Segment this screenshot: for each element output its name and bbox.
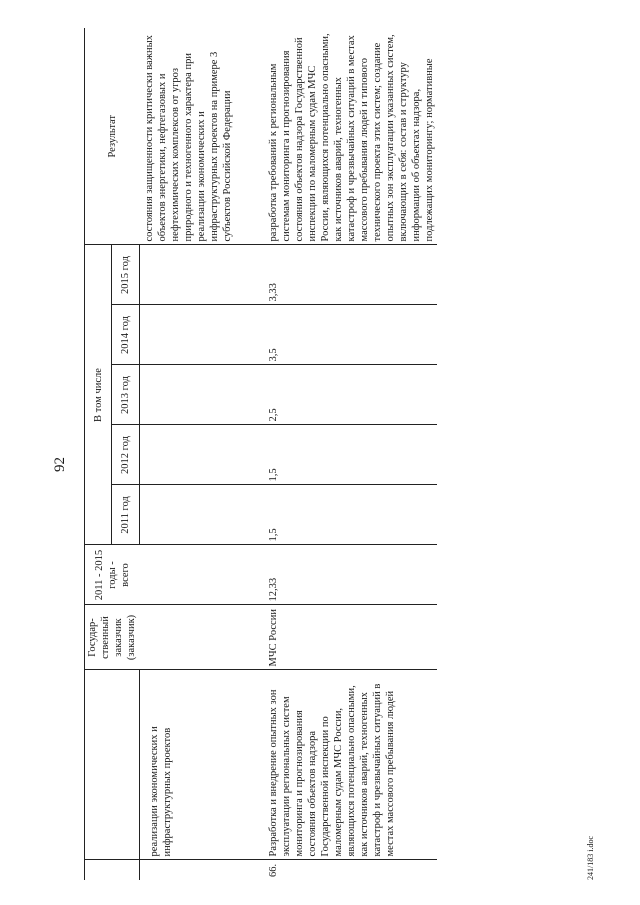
header-year-2014: 2014 год	[112, 305, 139, 365]
header-including: В том числе	[85, 245, 112, 545]
document-code: 241/183 i.doc	[586, 836, 595, 880]
row-66-2015: 3,33	[247, 245, 437, 305]
header-year-2013: 2013 год	[112, 365, 139, 425]
row-66-customer: МЧС России	[247, 605, 437, 670]
row-66-total: 12,33	[247, 545, 437, 605]
header-row-1	[85, 28, 112, 880]
header-year-2011: 2011 год	[112, 485, 139, 545]
row-continued-result: состояния защищенности критически важных объектов энергетики, нефтегазовых и нефтехимических комплексов от угроз природного и техногенного характера при реализации экономических и инфраструктурных проектов на примере 3 субъектов Российской Федерации	[139, 28, 247, 245]
row-66-2011: 1,5	[247, 485, 437, 545]
row-66-result: разработка требований к региональным системам мониторинга и прогнозирования состояния объектов надзора Государственной инспекции по маломерным судам МЧС России, являющихся потенциально опасными, как источников аварий, техногенных катастроф и чрезвычайных ситуаций в местах массового пребывания людей и типового технического проекта этих систем; создание опытных зон эксплуатации указанных систем, включающих в себя: состав и структуру информации об объектах надзора, подлежащих мониторингу; нормативные	[247, 28, 437, 245]
rotated-document-sheet	[48, 20, 600, 880]
header-year-2012: 2012 год	[112, 425, 139, 485]
row-66-2012: 1,5	[247, 425, 437, 485]
table-row-continued	[139, 28, 247, 880]
row-66-name: Разработка и внедрение опытных зон эксплуатации региональных систем мониторинга и прогнозирования состояния объектов надзора Государственной инспекции по маломерным судам МЧС России, являющихся потенциально опасными, как источников аварий, техногенных катастроф и чрезвычайных ситуаций в местах массового пребывания людей	[247, 670, 437, 860]
row-66-2014: 3,5	[247, 305, 437, 365]
page-number: 92	[52, 457, 68, 472]
program-table	[84, 28, 437, 880]
header-year-2015: 2015 год	[112, 245, 139, 305]
row-66-2013: 2,5	[247, 365, 437, 425]
row-66-number: 66.	[247, 860, 437, 880]
header-total: 2011 - 2015 годы - всего	[85, 545, 140, 605]
header-result: Результат	[85, 28, 140, 245]
table-row-66	[247, 28, 437, 880]
row-continued-name: реализации экономических и инфраструктурных проектов	[139, 670, 247, 860]
header-customer: Государ- ственный заказчик (заказчик)	[85, 605, 140, 670]
